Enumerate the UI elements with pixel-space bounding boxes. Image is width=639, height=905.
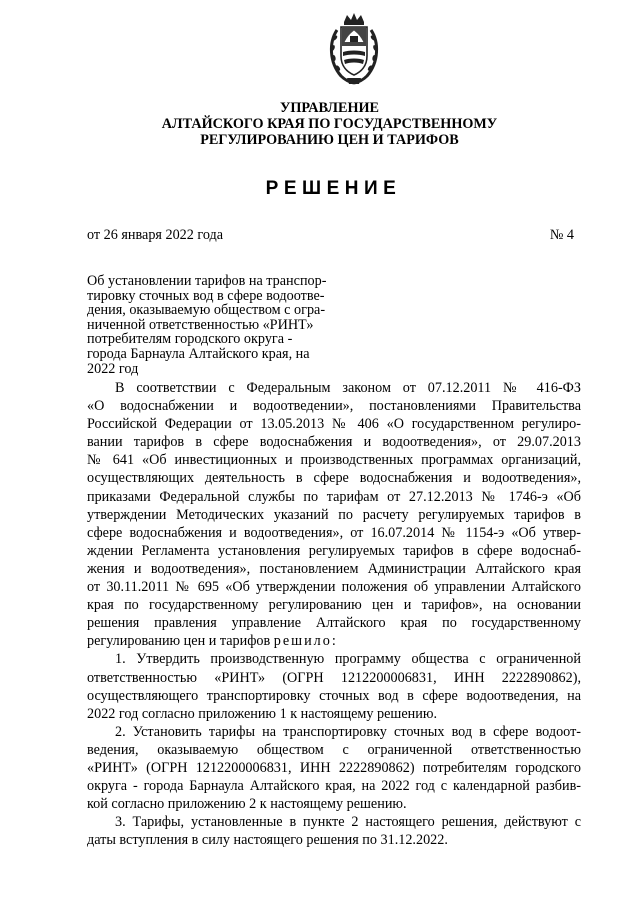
- subject-line: тировку сточных вод в сфере водоотве-: [87, 287, 325, 304]
- item-1-line: ответственностью «РИНТ» (ОГРН 1212200006831, ИНН 2222890862),: [87, 669, 581, 686]
- organization-header: [0, 100, 639, 148]
- item-2-line: округа - города Барнаула Алтайского края, на 2022 год с календарной разбив-: [87, 778, 581, 795]
- subject-line: потребителям городского округа -: [87, 331, 293, 348]
- item-2-line: 2. Установить тарифы на транспортировку сточных вод в сфере водоот-: [115, 723, 581, 740]
- coat-of-arms-emblem: [327, 12, 381, 88]
- document-body: [87, 379, 581, 849]
- header-line: УПРАВЛЕНИЕ: [279, 100, 380, 116]
- body-line: вании тарифов в сфере водоснабжения и водоотведения», от 29.07.2013: [87, 434, 581, 451]
- body-line: № 641 «Об инвестиционных и производственных программах организаций,: [87, 452, 581, 469]
- item-2-line: «РИНТ» (ОГРН 1212200006831, ИНН 2222890862) потребителям городского: [87, 759, 581, 776]
- document-subject: [87, 274, 345, 376]
- body-line: В соответствии с Федеральным законом от 07.12.2011 № 416-ФЗ: [115, 380, 581, 396]
- decision-keyword: решило: [273, 633, 332, 650]
- item-1-line: 1. Утвердить производственную программу общества с ограниченной: [115, 651, 581, 668]
- body-line: приказами Федеральной службы по тарифам от 27.12.2013 № 1746-э «Об: [87, 488, 581, 505]
- body-line: утверждении Методических указаний по расчету регулируемых тарифов в: [87, 506, 581, 523]
- header-line: АЛТАЙСКОГО КРАЯ ПО ГОСУДАРСТВЕННОМУ: [161, 116, 498, 132]
- body-line: решения правления управление Алтайского края по государственному: [87, 615, 581, 632]
- document-number: № 4: [549, 227, 574, 243]
- item-2-line: ведения, оказываемую обществом с ограниченной ответственностью: [87, 741, 581, 758]
- document-title: РЕШЕНИЕ: [265, 178, 402, 199]
- subject-line: Об установлении тарифов на транспор-: [87, 273, 327, 289]
- subject-line: дения, оказываемую обществом с огра-: [87, 302, 326, 319]
- subject-line: ниченной ответственностью «РИНТ»: [87, 316, 314, 333]
- item-1-line: осуществляющего транспортировку сточных вод в сфере водоотведения, на: [87, 687, 581, 704]
- body-line: края по государственному регулированию цен и тарифов», на основании: [87, 597, 581, 614]
- body-line-text: :: [331, 633, 336, 650]
- body-line: Российской Федерации от 13.05.2013 № 406 «О государственном регулиро-: [87, 416, 581, 433]
- item-3-line: даты вступления в силу настоящего решения по 31.12.2022.: [87, 832, 448, 849]
- header-line: РЕГУЛИРОВАНИЮ ЦЕН И ТАРИФОВ: [200, 132, 459, 148]
- document-date: от 26 января 2022 года: [87, 227, 224, 243]
- body-line: сфере водоснабжения и водоотведения», от 16.07.2014 № 1154-э «Об утвер-: [87, 524, 581, 541]
- item-3-line: 3. Тарифы, установленные в пункте 2 настоящего решения, действуют с: [115, 814, 581, 831]
- body-line: осуществляющих деятельность в сфере водоснабжения и водоотведения»,: [87, 470, 581, 487]
- body-line: «О водоснабжении и водоотведении», постановлениями Правительства: [87, 398, 581, 415]
- subject-line: города Барнаула Алтайского края, на: [87, 345, 310, 362]
- subject-line: 2022 год: [87, 360, 139, 377]
- item-2-line: кой согласно приложению 2 к настоящему решению.: [87, 796, 407, 813]
- body-line: жения и водоотведения», постановлением Администрации Алтайского края: [87, 560, 581, 577]
- body-line: [87, 632, 581, 650]
- item-1-line: 2022 год согласно приложению 1 к настоящему решению.: [87, 705, 437, 722]
- body-line-text: регулированию цен и тарифов: [87, 633, 274, 650]
- body-line: от 30.11.2011 № 695 «Об утверждении положения об управлении Алтайского: [87, 579, 581, 596]
- body-line: ждении Регламента установления регулируемых тарифов в сфере водоснаб-: [87, 542, 581, 559]
